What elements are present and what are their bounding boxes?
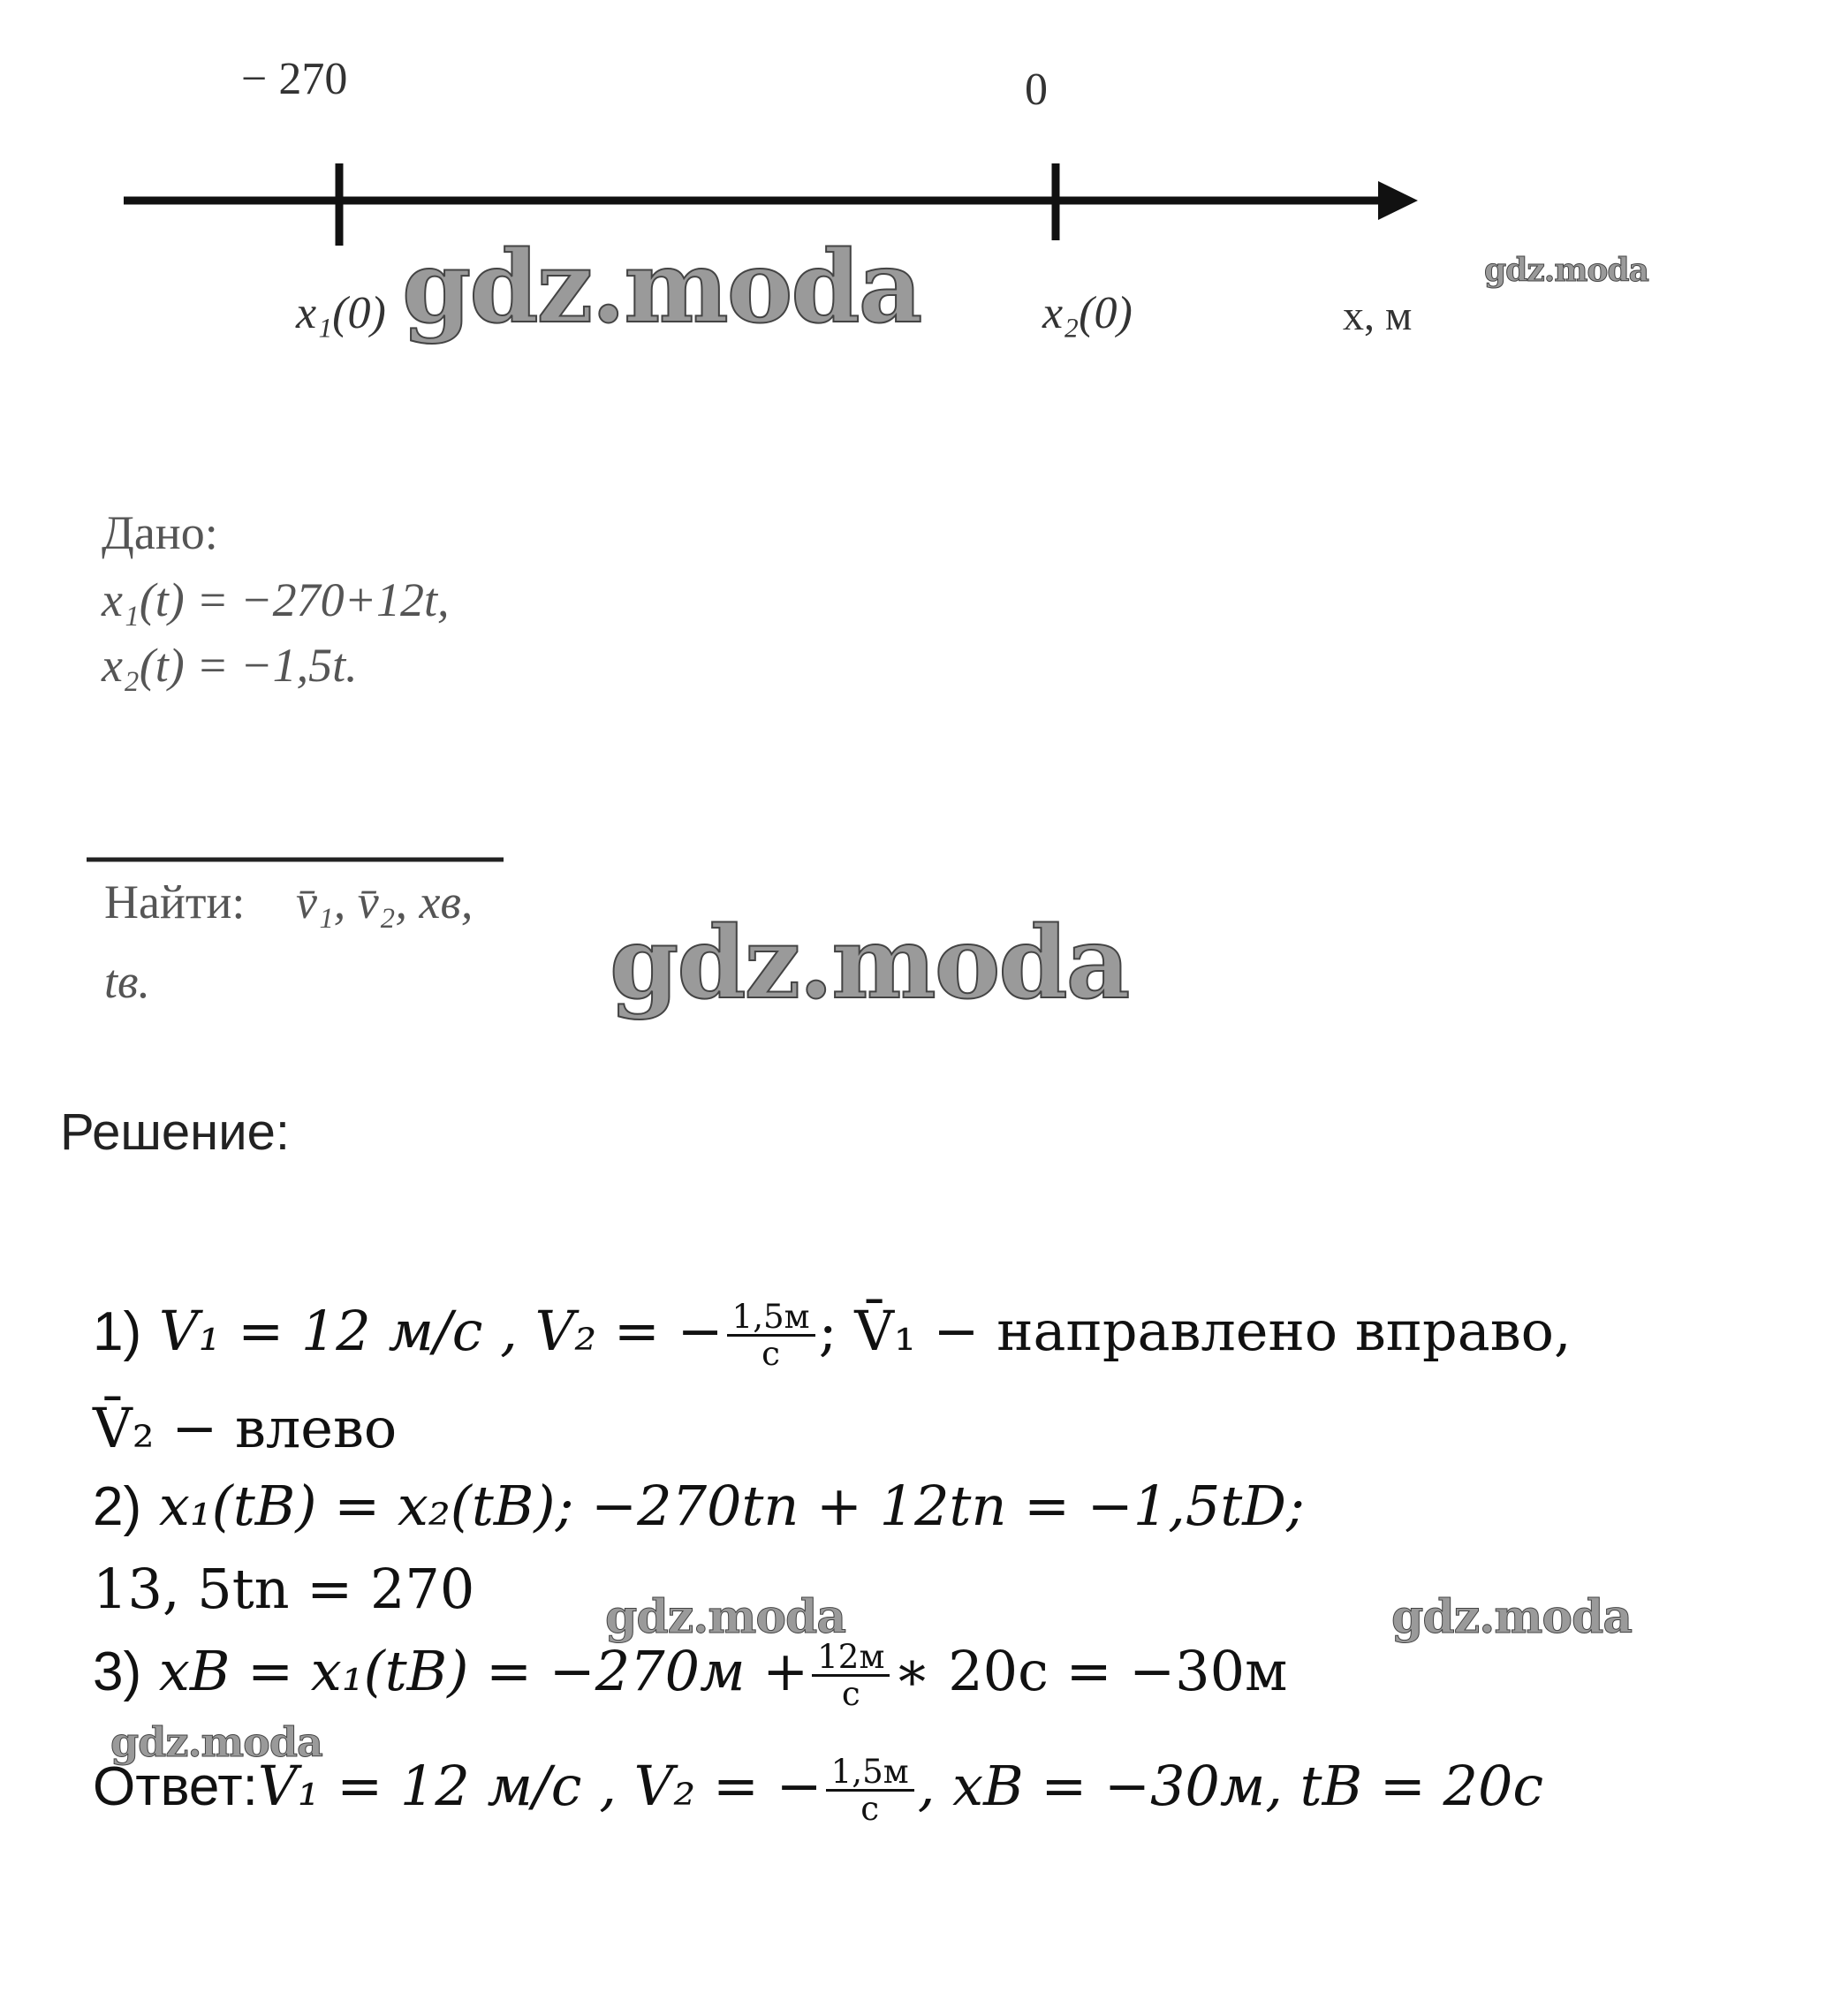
- axis-unit-label: x, м: [1343, 292, 1413, 339]
- answer-frac-den: с: [860, 1789, 880, 1829]
- tick-value-2: 0: [1025, 64, 1048, 115]
- line1-part-b: ; V̄₁ − направлено вправо,: [818, 1299, 1572, 1363]
- line1-part-a: V₁ = 12 м/с , V₂ = −: [158, 1299, 724, 1363]
- solution-line-5: [93, 1637, 1288, 1714]
- find-label: Найти:: [104, 875, 246, 928]
- watermark-small-1: gdz.moda: [1484, 252, 1648, 289]
- solution-heading: Решение:: [60, 1103, 290, 1161]
- line5-part-a: xB = x₁(tB) = −270м +: [158, 1639, 809, 1703]
- line5-frac-num: 12м: [812, 1640, 890, 1677]
- line3-text: x₁(tB) = x₂(tB); −270tn + 12tn = −1,5tD;: [158, 1474, 1305, 1538]
- given-title: Дано:: [102, 506, 218, 559]
- watermark-large-1: gdz.moda: [402, 230, 921, 345]
- answer-part-a: V₁ = 12 м/с , V₂ = −: [257, 1754, 822, 1818]
- solution-line-3: [93, 1474, 1305, 1538]
- given-eq1: x₁(t) = −270+12t,: [102, 573, 450, 626]
- line1-frac-den: с: [761, 1334, 780, 1374]
- answer-line: [93, 1752, 1544, 1829]
- answer-label: Ответ:: [93, 1756, 258, 1817]
- point2-label: x₂(0): [1042, 288, 1133, 338]
- watermark-small-2: gdz.moda: [605, 1590, 846, 1644]
- step-1-number: 1): [93, 1301, 142, 1362]
- given-eq2: x₂(t) = −1,5t.: [102, 639, 358, 692]
- answer-part-b: , xB = −30м, tB = 20с: [917, 1754, 1544, 1818]
- axis-arrow-icon: [1378, 181, 1418, 220]
- line5-frac-den: с: [841, 1674, 860, 1714]
- point1-label: x₁(0): [296, 288, 386, 338]
- solution-line-1: [93, 1297, 1572, 1374]
- answer-fraction: [826, 1752, 914, 1829]
- tick-value-1: − 270: [241, 54, 348, 104]
- watermark-small-3: gdz.moda: [1391, 1590, 1633, 1644]
- step-3-number: 3): [93, 1641, 142, 1702]
- line5-part-b: ∗ 20с = −30м: [893, 1639, 1288, 1703]
- find-vars: v̄₁, v̄₂, xв,: [296, 875, 474, 928]
- watermark-large-2: gdz.moda: [610, 906, 1129, 1021]
- line1-frac-num: 1,5м: [727, 1300, 815, 1337]
- line1-fraction: [727, 1297, 815, 1374]
- find-vars-2: tв.: [104, 955, 150, 1008]
- watermark-small-4: gdz.moda: [110, 1718, 322, 1766]
- step-2-number: 2): [93, 1476, 142, 1537]
- answer-frac-num: 1,5м: [826, 1755, 914, 1792]
- line5-fraction: [812, 1637, 890, 1714]
- solution-line-4: 13, 5tn = 270: [93, 1557, 475, 1621]
- solution-line-2: V̄₂ − влево: [93, 1396, 398, 1460]
